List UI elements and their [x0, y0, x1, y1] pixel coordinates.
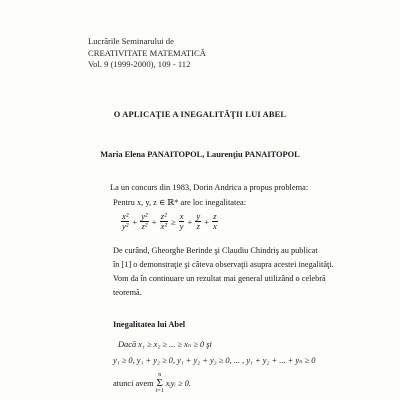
inequality-formula [120, 212, 219, 231]
numerator: y² [141, 211, 148, 221]
numerator: y [196, 211, 201, 221]
denominator: x [213, 221, 217, 231]
abel-conclusion [113, 372, 191, 394]
denominator: y [179, 221, 184, 231]
fraction [195, 212, 201, 231]
paragraph-line: teoremă. [113, 288, 142, 297]
conclusion-prefix: atunci avem [113, 378, 154, 388]
denominator: z² [141, 221, 148, 231]
intro-line-2: Pentru x, y, z ∈ ℝ* are loc inegalitatea: [113, 198, 247, 207]
intro-line-1: La un concurs din 1983, Dorin Andrica a propus problema: [110, 183, 309, 192]
paragraph-line: Vom da în continuare un rezultat mai general utilizând o celebră [113, 274, 326, 283]
journal-series: Lucrările Seminarului de [88, 36, 174, 46]
numerator: x² [122, 211, 129, 221]
summation [156, 372, 164, 394]
paper-authors: Maria Elena PANAITOPOL, Laurenţiu PANAITOPOL [100, 150, 300, 159]
journal-header [88, 36, 206, 71]
numerator: z [213, 211, 217, 221]
sum-lower-limit: i=1 [155, 388, 164, 394]
denominator: y² [122, 221, 129, 231]
body-paragraph [113, 244, 334, 300]
section-heading: Inegalitatea lui Abel [113, 320, 186, 329]
fraction [121, 212, 129, 231]
abel-condition-y: y₁ ≥ 0, y₁ + y₂ ≥ 0, y₁ + y₂ + y₃ ≥ 0, ... , y₁ + y₂ + ... + yₙ ≥ 0 [113, 356, 316, 365]
numerator: z² [160, 211, 167, 221]
plus-sign: + [132, 216, 138, 227]
fraction [140, 212, 148, 231]
fraction [160, 212, 168, 231]
conclusion-suffix: xᵢyᵢ ≥ 0. [165, 378, 191, 388]
sigma-symbol: Σ [156, 377, 163, 389]
numerator: x [179, 211, 184, 221]
fraction [179, 212, 185, 231]
plus-sign: + [204, 216, 210, 227]
plus-sign: + [187, 216, 193, 227]
fraction [212, 212, 218, 231]
plus-sign: + [151, 216, 157, 227]
paper-title: O APLICAŢIE A INEGALITĂŢII LUI ABEL [113, 110, 287, 119]
paragraph-line: în [1] o demonstraţie şi câteva observaţii asupra acestei inegalităţi. [113, 260, 334, 269]
journal-name: CREATIVITATE MATEMATICĂ [88, 47, 206, 58]
denominator: z [196, 221, 200, 231]
sum-upper-limit: n [158, 372, 162, 378]
geq-sign: ≥ [170, 216, 176, 227]
denominator: x² [160, 221, 167, 231]
journal-volume: Vol. 9 (1999-2000), 109 - 112 [88, 59, 191, 69]
paragraph-line: De curând, Gheorghe Berinde şi Claudiu Chindriş au publicat [113, 246, 318, 255]
abel-condition-x: Dacă x₁ ≥ x₂ ≥ ... ≥ xₙ ≥ 0 şi [118, 340, 212, 349]
